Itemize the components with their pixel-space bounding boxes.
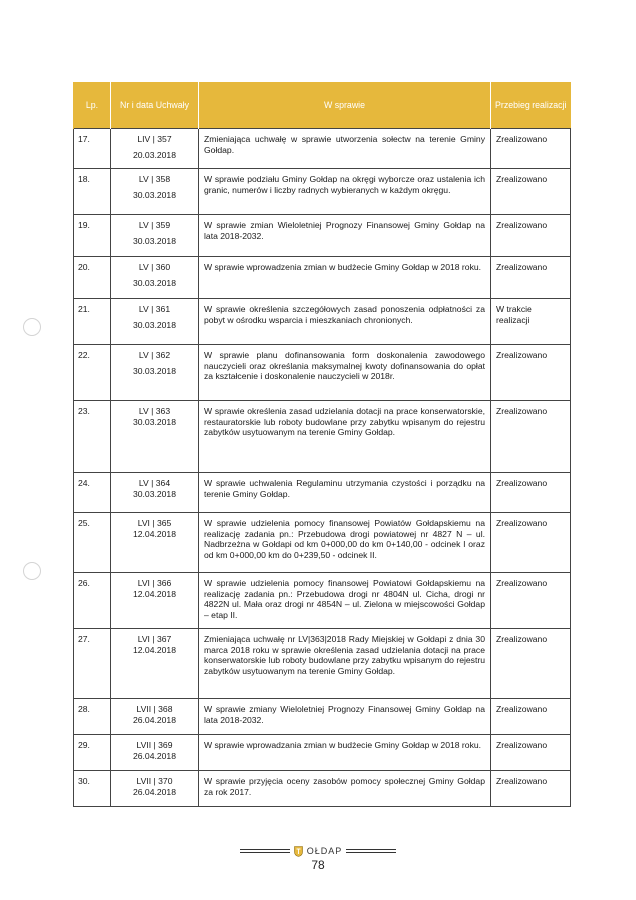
cell-status: W trakcie realizacji	[491, 299, 571, 345]
cell-lp: 26.	[74, 573, 111, 629]
cell-lp: 20.	[74, 257, 111, 299]
cell-subject: W sprawie wprowadzania zmian w budżecie Gminy Gołdap w 2018 roku.	[199, 735, 491, 771]
cell-subject: W sprawie zmiany Wieloletniej Prognozy Finansowej Gminy Gołdap na lata 2018-2032.	[199, 699, 491, 735]
table-row	[74, 573, 571, 629]
binder-hole-icon	[23, 562, 41, 580]
page-number: 78	[311, 858, 325, 872]
cell-nr	[111, 401, 199, 473]
table-row	[74, 129, 571, 169]
cell-nr	[111, 257, 199, 299]
resolution-date: 30.03.2018	[132, 319, 176, 330]
resolutions-table	[73, 82, 571, 807]
cell-nr	[111, 699, 199, 735]
cell-nr	[111, 215, 199, 257]
cell-lp: 29.	[74, 735, 111, 771]
cell-lp: 25.	[74, 513, 111, 573]
table-row	[74, 401, 571, 473]
cell-status: Zrealizowano	[491, 401, 571, 473]
cell-lp: 28.	[74, 699, 111, 735]
resolution-date: 30.03.2018	[132, 189, 176, 200]
cell-subject: W sprawie przyjęcia oceny zasobów pomocy społecznej Gminy Gołdap za rok 2017.	[199, 771, 491, 807]
footer-rule-left	[240, 849, 290, 853]
cell-nr	[111, 129, 199, 169]
resolution-number: LVI | 367	[137, 634, 172, 644]
cell-lp: 21.	[74, 299, 111, 345]
header-przebieg: Przebieg realizacji	[491, 82, 571, 129]
cell-status: Zrealizowano	[491, 215, 571, 257]
table-row	[74, 257, 571, 299]
resolution-date: 30.03.2018	[132, 277, 176, 288]
footer-brand: OŁDAP	[306, 846, 343, 856]
cell-subject: W sprawie udzielenia pomocy finansowej Powiatów Gołdapskiemu na realizację zadania pn.: Przebudowa drogi powiatowej nr 4827 N – ul. Nadbrzeżna w Gołdapi od km 0+000,00 do km 0+140,00 - odcinek I oraz od km 0+000,00 km do 0+239,50 - odcinek II.	[199, 513, 491, 573]
cell-nr	[111, 513, 199, 573]
table-row	[74, 215, 571, 257]
binder-hole-icon	[23, 318, 41, 336]
resolution-number: LVII | 369	[136, 740, 173, 750]
resolution-date: 30.03.2018	[132, 235, 176, 246]
cell-lp: 19.	[74, 215, 111, 257]
resolution-number: LVI | 365	[137, 518, 172, 528]
cell-subject: W sprawie podziału Gminy Gołdap na okręgi wyborcze oraz ustalenia ich granic, numerów i liczby radnych wybieranych w każdym okręgu.	[199, 169, 491, 215]
resolution-number: LV | 362	[138, 350, 171, 360]
cell-nr	[111, 169, 199, 215]
table-row	[74, 629, 571, 699]
cell-subject: W sprawie określenia zasad udzielania dotacji na prace konserwatorskie, restauratorskie lub roboty budowlane przy zabytku wpisanym do rejestru zabytków usytuowanym na terenie Gminy Gołdap.	[199, 401, 491, 473]
cell-lp: 23.	[74, 401, 111, 473]
resolution-date: 12.04.2018	[132, 528, 176, 539]
resolution-date: 12.04.2018	[132, 644, 176, 655]
cell-status: Zrealizowano	[491, 129, 571, 169]
cell-status: Zrealizowano	[491, 257, 571, 299]
resolution-date: 26.04.2018	[132, 786, 176, 797]
cell-nr	[111, 771, 199, 807]
table-header-row	[74, 82, 571, 129]
table-row	[74, 473, 571, 513]
resolution-date: 26.04.2018	[132, 750, 176, 761]
resolution-date: 12.04.2018	[132, 588, 176, 599]
cell-status: Zrealizowano	[491, 345, 571, 401]
footer-logo	[0, 840, 636, 858]
cell-status: Zrealizowano	[491, 771, 571, 807]
header-w-sprawie: W sprawie	[199, 82, 491, 129]
table-row	[74, 699, 571, 735]
resolution-date: 30.03.2018	[132, 488, 176, 499]
table-row	[74, 771, 571, 807]
cell-status: Zrealizowano	[491, 473, 571, 513]
cell-status: Zrealizowano	[491, 735, 571, 771]
table-row	[74, 735, 571, 771]
resolution-date: 30.03.2018	[132, 416, 176, 427]
table-row	[74, 299, 571, 345]
table-row	[74, 169, 571, 215]
cell-subject: W sprawie wprowadzenia zmian w budżecie Gminy Gołdap w 2018 roku.	[199, 257, 491, 299]
goldap-crest-icon	[294, 846, 303, 857]
resolution-number: LV | 360	[138, 262, 171, 272]
header-nr-data: Nr i data Uchwały	[111, 82, 199, 129]
cell-nr	[111, 735, 199, 771]
resolution-number: LV | 364	[138, 478, 171, 488]
cell-lp: 17.	[74, 129, 111, 169]
cell-status: Zrealizowano	[491, 573, 571, 629]
resolution-date: 20.03.2018	[132, 149, 176, 160]
cell-subject: Zmieniająca uchwałę nr LV|363|2018 Rady Miejskiej w Gołdapi z dnia 30 marca 2018 roku w sprawie określenia zasad udzielania dotacji na prace konserwatorskie lub roboty budowlane przy zabytku wpisanym do rejestru zabytków usytuowanym na terenie Gminy Gołdap.	[199, 629, 491, 699]
cell-subject: W sprawie uchwalenia Regulaminu utrzymania czystości i porządku na terenie Gminy Gołdap.	[199, 473, 491, 513]
cell-subject: W sprawie udzielenia pomocy finansowej Powiatowi Gołdapskiemu na realizację zadania pn.: Przebudowa drogi nr 4804N ul. Cicha, drogi nr 4822N ul. Mała oraz drogi nr 4854N – ul. Zielona w miejscowości Gołdap – etap II.	[199, 573, 491, 629]
cell-lp: 30.	[74, 771, 111, 807]
cell-nr	[111, 299, 199, 345]
cell-status: Zrealizowano	[491, 699, 571, 735]
cell-lp: 27.	[74, 629, 111, 699]
table-row	[74, 345, 571, 401]
cell-status: Zrealizowano	[491, 513, 571, 573]
resolution-date: 30.03.2018	[132, 365, 176, 376]
resolution-number: LVII | 370	[136, 776, 173, 786]
cell-subject: W sprawie określenia szczegółowych zasad ponoszenia odpłatności za pobyt w ośrodku wsparcia i mieszkaniach chronionych.	[199, 299, 491, 345]
resolution-number: LV | 363	[138, 406, 171, 416]
resolution-number: LV | 361	[138, 304, 171, 314]
cell-nr	[111, 573, 199, 629]
resolution-number: LV | 358	[138, 174, 171, 184]
cell-subject: Zmieniająca uchwałę w sprawie utworzenia sołectw na terenie Gminy Gołdap.	[199, 129, 491, 169]
cell-status: Zrealizowano	[491, 169, 571, 215]
resolution-number: LVII | 368	[136, 704, 173, 714]
cell-lp: 24.	[74, 473, 111, 513]
resolution-number: LVI | 366	[137, 578, 172, 588]
resolution-number: LIV | 357	[137, 134, 172, 144]
resolution-date: 26.04.2018	[132, 714, 176, 725]
header-lp: Lp.	[74, 82, 111, 129]
cell-nr	[111, 345, 199, 401]
resolution-number: LV | 359	[138, 220, 171, 230]
cell-subject: W sprawie planu dofinansowania form doskonalenia zawodowego nauczycieli oraz określania maksymalnej kwoty dofinansowania do opłat za kształcenie i doskonalenie nauczycieli w 2018r.	[199, 345, 491, 401]
cell-nr	[111, 629, 199, 699]
cell-subject: W sprawie zmian Wieloletniej Prognozy Finansowej Gminy Gołdap na lata 2018-2032.	[199, 215, 491, 257]
cell-lp: 18.	[74, 169, 111, 215]
cell-status: Zrealizowano	[491, 629, 571, 699]
cell-nr	[111, 473, 199, 513]
cell-lp: 22.	[74, 345, 111, 401]
table-row	[74, 513, 571, 573]
footer-rule-right	[346, 849, 396, 853]
